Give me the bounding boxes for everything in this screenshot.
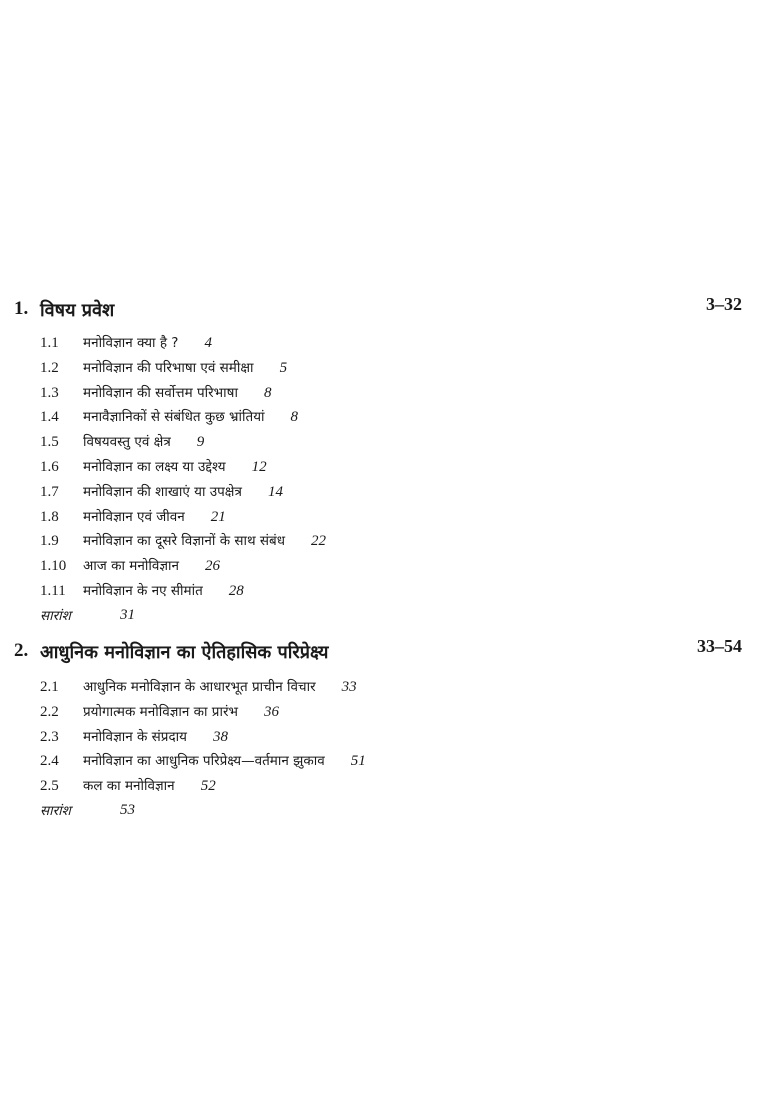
summary-page: 53	[120, 801, 135, 818]
toc-summary	[0, 799, 780, 825]
section-title-line	[83, 507, 226, 526]
chapter-number: 2.	[14, 640, 29, 661]
section-title-line	[83, 333, 212, 352]
chapter-title: आधुनिक मनोविज्ञान का ऐतिहासिक परिप्रेक्ष्य	[40, 642, 329, 663]
chapter-title: विषय प्रवेश	[40, 300, 115, 321]
section-title: विषयवस्तु एवं क्षेत्र	[83, 434, 171, 451]
section-title-line	[83, 432, 204, 451]
section-number: 2.1	[40, 679, 59, 695]
section-page: 36	[263, 703, 279, 720]
section-number: 2.4	[40, 753, 59, 770]
section-number: 1.9	[40, 533, 59, 550]
chapter-page-range: 33–54	[697, 636, 742, 656]
section-page: 28	[228, 582, 244, 599]
section-number: 1.8	[40, 508, 59, 525]
chapter-heading	[0, 636, 780, 670]
section-title: मनोविज्ञान के नए सीमांत	[83, 582, 203, 599]
section-number: 1.11	[40, 582, 66, 599]
section-page: 51	[350, 753, 366, 770]
section-page: 5	[279, 359, 288, 376]
section-title-line	[83, 457, 267, 476]
section-number: 2.2	[40, 703, 59, 720]
section-title: मनोविज्ञान की शाखाएं या उपक्षेत्र	[83, 483, 242, 500]
section-number: 1.1	[40, 335, 59, 351]
section-page: 33	[341, 679, 357, 695]
section-title-line	[83, 677, 357, 696]
section-title-line	[83, 531, 326, 550]
section-number: 2.5	[40, 778, 59, 795]
section-title: आधुनिक मनोविज्ञान के आधारभूत प्राचीन विचार	[83, 679, 316, 695]
section-title: मनोविज्ञान की सर्वोत्तम परिभाषा	[83, 384, 238, 401]
chapter-page-range: 3–32	[706, 294, 742, 314]
toc-entry	[0, 554, 780, 579]
section-title: मनोविज्ञान क्या है ?	[83, 335, 179, 351]
section-title-line	[83, 727, 228, 746]
section-page: 12	[251, 458, 267, 475]
chapter-heading	[0, 294, 780, 328]
section-page: 52	[200, 778, 216, 795]
section-title-line	[83, 482, 283, 501]
toc-entry	[0, 480, 780, 505]
summary-label: सारांश	[40, 802, 71, 819]
section-title: मनोविज्ञान का लक्ष्य या उद्देश्य	[83, 458, 226, 475]
toc-entry	[0, 405, 780, 430]
section-number: 1.7	[40, 483, 59, 500]
section-number: 1.4	[40, 409, 59, 426]
section-title-line	[83, 556, 220, 575]
toc-entry	[0, 774, 780, 799]
chapter-1	[0, 294, 780, 630]
toc-entry	[0, 725, 780, 750]
section-number: 1.5	[40, 434, 59, 451]
section-title-line	[83, 407, 298, 426]
section-page: 14	[267, 483, 283, 500]
toc-entry	[0, 381, 780, 406]
section-page: 8	[263, 384, 272, 401]
section-number: 1.6	[40, 458, 59, 475]
section-title: मनोविज्ञान की परिभाषा एवं समीक्षा	[83, 359, 254, 376]
chapter-number: 1.	[14, 298, 29, 319]
chapter-2	[0, 636, 780, 825]
section-page: 22	[311, 533, 327, 550]
toc-entry	[0, 579, 780, 604]
section-title: मनोविज्ञान के संप्रदाय	[83, 728, 187, 745]
section-page: 4	[204, 335, 212, 351]
section-page: 9	[196, 434, 205, 451]
section-title-line	[83, 776, 216, 795]
toc-entry	[0, 529, 780, 554]
section-number: 1.2	[40, 359, 59, 376]
toc-entry	[0, 455, 780, 480]
section-title: मनोविज्ञान का दूसरे विज्ञानों के साथ संबंध	[83, 533, 286, 550]
toc-entry	[0, 356, 780, 381]
section-page: 8	[290, 409, 299, 426]
toc-summary	[0, 604, 780, 630]
toc-entry	[0, 430, 780, 455]
section-number: 1.10	[40, 558, 67, 575]
section-page: 38	[212, 728, 228, 745]
section-title-line	[83, 358, 287, 377]
summary-page: 31	[120, 606, 135, 623]
toc-entry	[0, 700, 780, 725]
toc-entry	[0, 331, 780, 356]
section-title: मनावैज्ञानिकों से संबंधित कुछ भ्रांतियां	[83, 409, 265, 426]
toc-entry	[0, 749, 780, 774]
summary-label: सारांश	[40, 607, 71, 624]
section-title: आज का मनोविज्ञान	[83, 558, 179, 575]
toc-entry	[0, 505, 780, 530]
section-number: 1.3	[40, 384, 59, 401]
section-title-line	[83, 751, 366, 770]
section-title: प्रयोगात्मक मनोविज्ञान का प्रारंभ	[83, 703, 238, 720]
section-title-line	[83, 383, 271, 402]
section-page: 26	[204, 558, 220, 575]
section-title: कल का मनोविज्ञान	[83, 778, 175, 795]
section-title: मनोविज्ञान एवं जीवन	[83, 508, 185, 525]
toc-entry	[0, 675, 780, 700]
section-title-line	[83, 581, 244, 600]
section-title: मनोविज्ञान का आधुनिक परिप्रेक्ष्य—वर्तमान झुकाव	[83, 753, 325, 770]
section-page: 21	[210, 508, 226, 525]
section-number: 2.3	[40, 728, 59, 745]
section-title-line	[83, 702, 279, 721]
